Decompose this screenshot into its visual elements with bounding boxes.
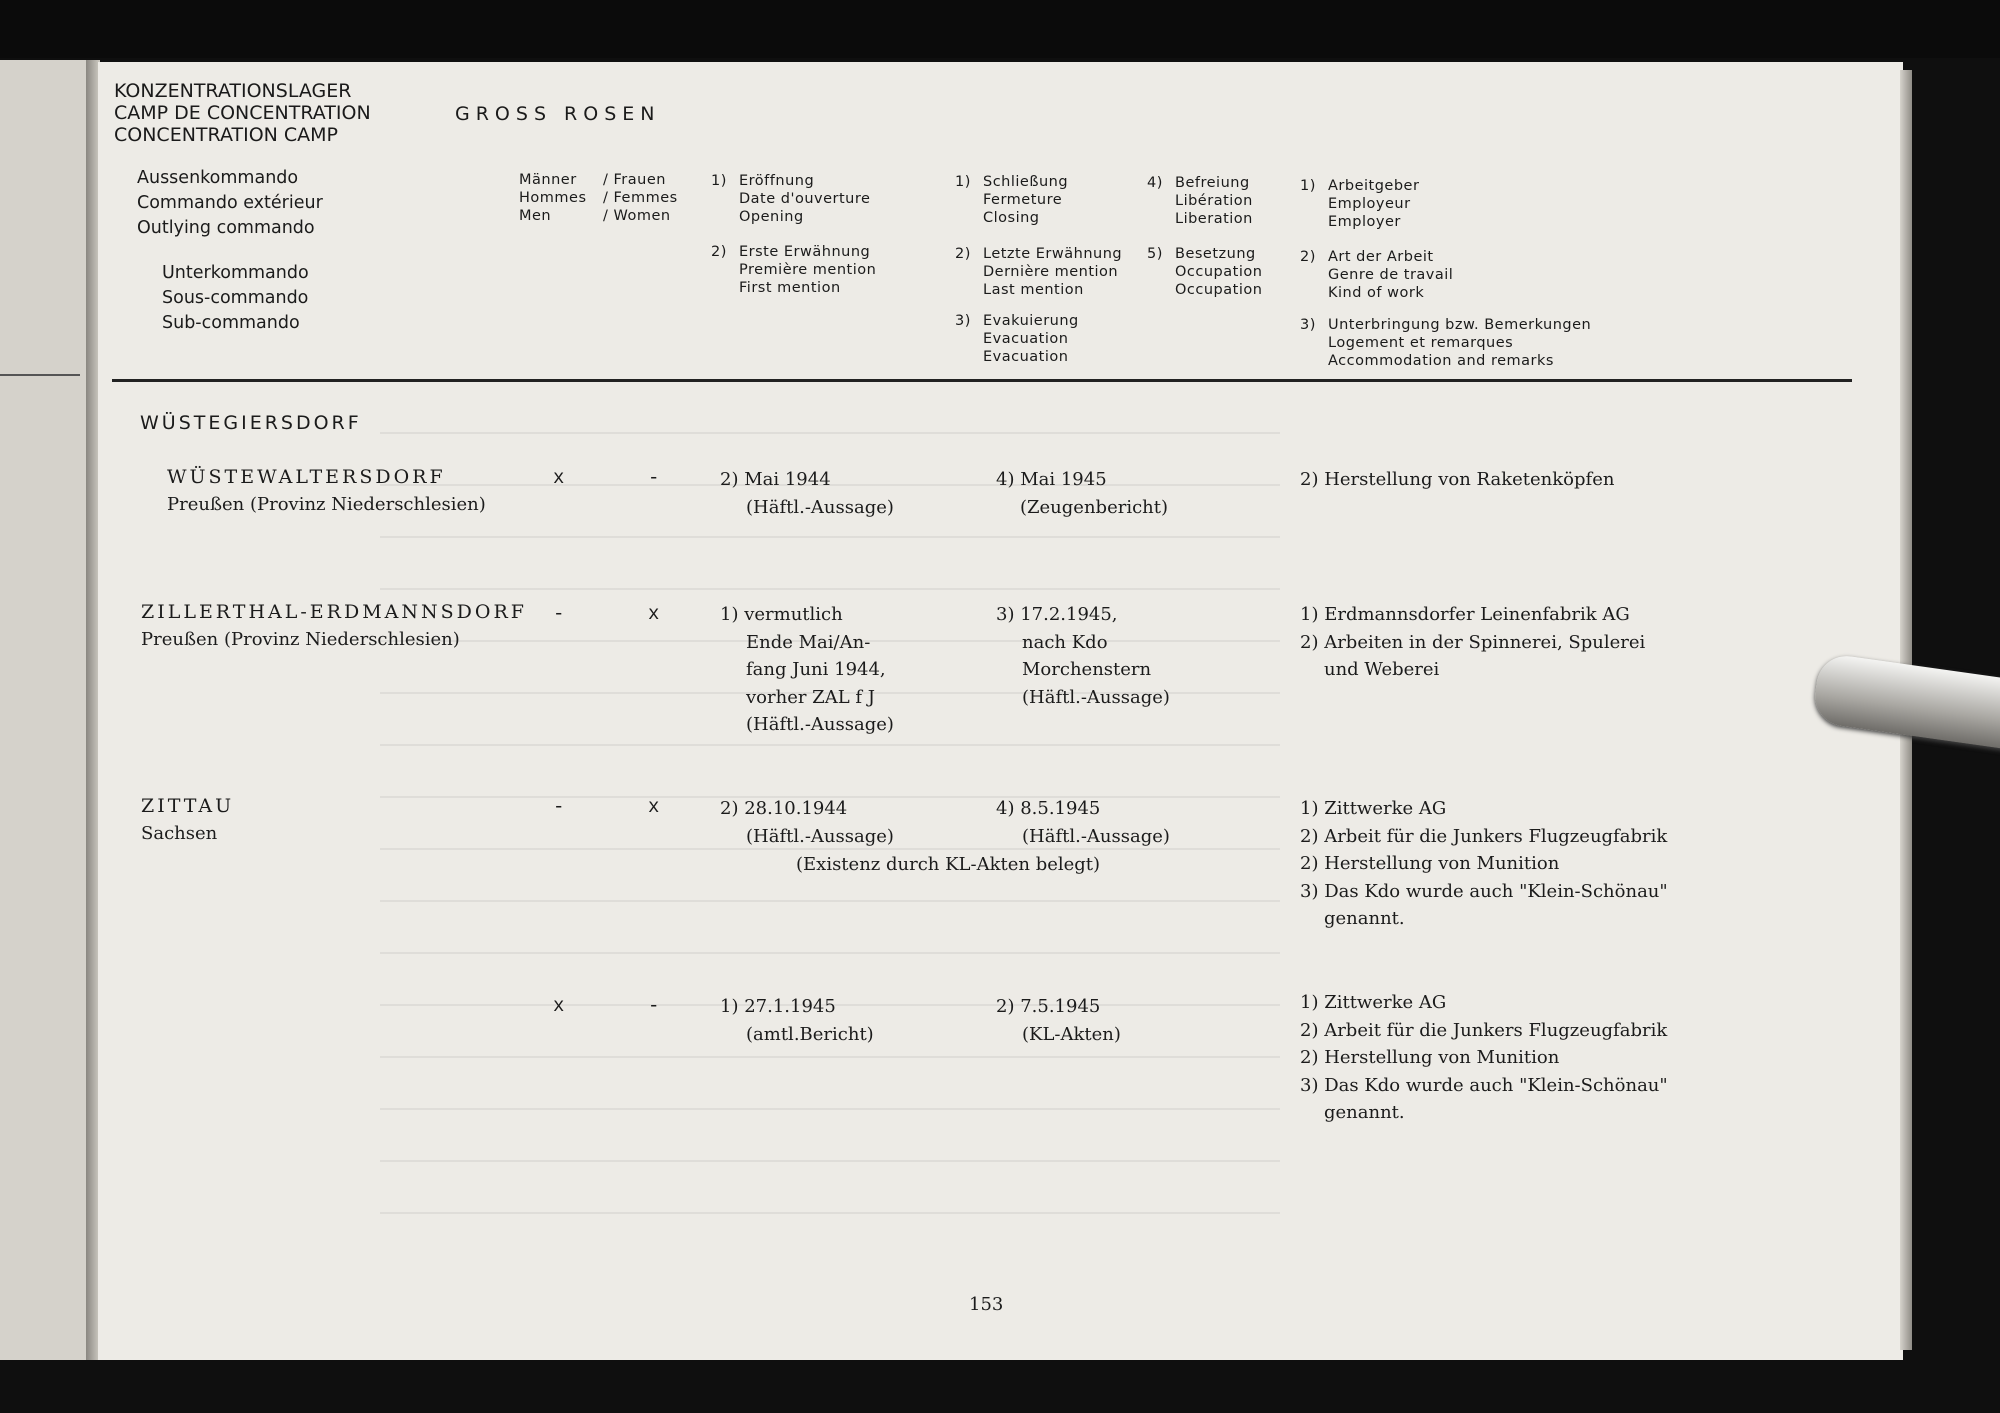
work-line: 3) Das Kdo wurde auch "Klein-Schönau": [1300, 1074, 1668, 1096]
closing-line: (Zeugenbericht): [1020, 496, 1169, 518]
women-de: / Frauen: [603, 172, 666, 188]
occupation-num: 5): [1147, 246, 1163, 262]
camp-label-de: KONZENTRATIONSLAGER: [114, 80, 352, 102]
opening-line: (Häftl.-Aussage): [746, 714, 894, 735]
sub-label-block: [162, 261, 309, 336]
employer-fr: Employeur: [1328, 196, 1411, 212]
liberation-header: [1147, 174, 1253, 228]
entry-zittau-region: Sachsen: [141, 823, 218, 844]
entry-wuestegiersdorf-name: WÜSTEGIERSDORF: [140, 412, 362, 434]
last-en: Last mention: [983, 282, 1084, 298]
entry-zittau2-closing: [996, 993, 1121, 1048]
first-en: First mention: [739, 280, 841, 296]
remarks-header: [1300, 316, 1591, 370]
entry-wuestewaltersdorf-region: Preußen (Provinz Niederschlesien): [167, 494, 486, 515]
closing-header: [955, 173, 1068, 227]
entry-zittau-work: [1300, 795, 1668, 933]
entry-zillerthal-closing: [996, 601, 1170, 711]
work-fr: Genre de travail: [1328, 267, 1454, 283]
men-de: Männer: [519, 172, 577, 188]
opening-fr: Date d'ouverture: [739, 191, 871, 207]
first-num: 2): [711, 244, 727, 260]
entry-wuestewaltersdorf-name: WÜSTEWALTERSDORF: [167, 466, 446, 488]
employer-num: 1): [1300, 178, 1316, 194]
closing-line: (KL-Akten): [1022, 1023, 1121, 1045]
closing-line: 2) 7.5.1945: [996, 996, 1101, 1017]
entry-zittau-existence-note: (Existenz durch KL-Akten belegt): [796, 854, 1101, 875]
work-num: 2): [1300, 249, 1316, 265]
work-line: 1) Erdmannsdorfer Leinenfabrik AG: [1300, 604, 1630, 625]
closing-num: 1): [955, 174, 971, 190]
entry-zillerthal-opening: [720, 601, 894, 739]
entry-zillerthal-women: x: [648, 603, 660, 625]
work-line: 2) Herstellung von Munition: [1300, 1047, 1560, 1068]
opening-line: (Häftl.-Aussage): [746, 496, 894, 518]
first-de: Erste Erwähnung: [739, 244, 871, 260]
women-fr: / Femmes: [603, 190, 678, 206]
dark-background-top: [0, 0, 2000, 58]
work-header: [1300, 248, 1453, 302]
opening-line: 1) vermutlich: [720, 604, 843, 625]
last-fr: Dernière mention: [983, 264, 1119, 280]
opening-line: (amtl.Bericht): [746, 1023, 874, 1045]
entry-wuestewaltersdorf-closing: [996, 466, 1168, 521]
occupation-fr: Occupation: [1175, 264, 1263, 280]
sub-label-en: Sub-commando: [162, 313, 300, 333]
work-line: 3) Das Kdo wurde auch "Klein-Schönau": [1300, 880, 1668, 902]
liberation-en: Liberation: [1175, 211, 1253, 227]
men-en: Men: [519, 208, 552, 224]
entry-zittau-men: -: [553, 796, 565, 818]
outlying-label-fr: Commando extérieur: [137, 193, 323, 213]
opening-line: 1) 27.1.1945: [720, 996, 836, 1017]
closing-line: Morchenstern: [1022, 659, 1152, 680]
work-de: Art der Arbeit: [1328, 249, 1434, 265]
work-line: 2) Herstellung von Raketenköpfen: [1300, 469, 1615, 490]
women-label-block: [603, 171, 678, 225]
outlying-label-de: Aussenkommando: [137, 168, 299, 188]
work-line: 2) Arbeiten in der Spinnerei, Spulerei: [1300, 631, 1646, 653]
opening-line: vorher ZAL f J: [746, 686, 875, 708]
entry-wuestewaltersdorf-men: x: [553, 467, 565, 489]
entry-zittau2-opening: [720, 993, 874, 1048]
evac-num: 3): [955, 313, 971, 329]
entry-wuestewaltersdorf-opening: [720, 466, 894, 521]
liberation-fr: Libération: [1175, 193, 1253, 209]
entry-zillerthal-men: -: [553, 603, 565, 625]
occupation-de: Besetzung: [1175, 246, 1256, 262]
men-label-block: [519, 171, 587, 225]
closing-fr: Fermeture: [983, 192, 1063, 208]
sub-label-fr: Sous-commando: [162, 288, 309, 308]
opening-header: [711, 172, 870, 226]
entry-zillerthal-work: [1300, 601, 1645, 684]
opening-line: fang Juni 1944,: [746, 659, 886, 680]
entry-wuestewaltersdorf-women: -: [648, 467, 660, 489]
closing-line: 4) Mai 1945: [996, 469, 1107, 490]
first-fr: Première mention: [739, 262, 877, 278]
left-page-edge: [0, 60, 92, 1360]
sub-label-de: Unterkommando: [162, 263, 309, 283]
evac-fr: Evacuation: [983, 331, 1069, 347]
occupation-header: [1147, 245, 1262, 299]
outlying-label-en: Outlying commando: [137, 218, 315, 238]
work-line: 2) Herstellung von Munition: [1300, 853, 1560, 874]
closing-line: (Häftl.-Aussage): [1022, 686, 1170, 708]
opening-line: 2) 28.10.1944: [720, 798, 848, 819]
work-line: 2) Arbeit für die Junkers Flugzeugfabrik: [1300, 825, 1668, 847]
women-en: / Women: [603, 208, 671, 224]
entry-zittau-women: x: [648, 796, 660, 818]
entry-zittau-name: ZITTAU: [141, 795, 235, 817]
evac-de: Evakuierung: [983, 313, 1079, 329]
entry-zittau-closing: [996, 795, 1170, 850]
entry-zittau2-men: x: [553, 995, 565, 1017]
entry-zittau2-work: [1300, 989, 1668, 1127]
camp-name: GROSS ROSEN: [455, 103, 661, 125]
work-line: 1) Zittwerke AG: [1300, 798, 1447, 819]
camp-label-block: [114, 80, 371, 146]
closing-line: 4) 8.5.1945: [996, 798, 1101, 819]
evacuation-header: [955, 312, 1079, 366]
work-line: 2) Arbeit für die Junkers Flugzeugfabrik: [1300, 1019, 1668, 1041]
opening-line: 2) Mai 1944: [720, 469, 831, 490]
remarks-fr: Logement et remarques: [1328, 335, 1514, 351]
closing-de: Schließung: [983, 174, 1069, 190]
left-page-rule: [0, 374, 80, 376]
opening-en: Opening: [739, 209, 804, 225]
header-divider: [112, 379, 1852, 382]
closing-line: 3) 17.2.1945,: [996, 604, 1118, 625]
entry-zillerthal-region: Preußen (Provinz Niederschlesien): [141, 629, 460, 650]
work-line: 1) Zittwerke AG: [1300, 992, 1447, 1013]
closing-en: Closing: [983, 210, 1040, 226]
entry-zillerthal-name: ZILLERTHAL-ERDMANNSDORF: [141, 601, 527, 623]
closing-line: (Häftl.-Aussage): [1022, 825, 1170, 847]
men-fr: Hommes: [519, 190, 587, 206]
liberation-de: Befreiung: [1175, 175, 1250, 191]
liberation-num: 4): [1147, 175, 1163, 191]
entry-zittau2-women: -: [648, 995, 660, 1017]
remarks-en: Accommodation and remarks: [1328, 353, 1554, 369]
opening-line: (Häftl.-Aussage): [746, 825, 894, 847]
remarks-num: 3): [1300, 317, 1316, 333]
camp-label-en: CONCENTRATION CAMP: [114, 124, 339, 146]
employer-en: Employer: [1328, 214, 1401, 230]
employer-header: [1300, 177, 1419, 231]
first-mention-header: [711, 243, 876, 297]
page-number: 153: [969, 1294, 1004, 1315]
employer-de: Arbeitgeber: [1328, 178, 1420, 194]
last-num: 2): [955, 246, 971, 262]
last-de: Letzte Erwähnung: [983, 246, 1123, 262]
outlying-label-block: [137, 166, 323, 241]
entry-zittau-opening: [720, 795, 894, 850]
work-line: genannt.: [1324, 908, 1405, 929]
opening-num: 1): [711, 173, 727, 189]
entry-wuestewaltersdorf-work: [1300, 466, 1614, 494]
opening-line: Ende Mai/An-: [746, 631, 871, 653]
closing-line: nach Kdo: [1022, 631, 1108, 653]
occupation-en: Occupation: [1175, 282, 1263, 298]
work-line: genannt.: [1324, 1102, 1405, 1123]
opening-de: Eröffnung: [739, 173, 815, 189]
last-mention-header: [955, 245, 1122, 299]
work-line: und Weberei: [1324, 659, 1440, 680]
evac-en: Evacuation: [983, 349, 1069, 365]
camp-label-fr: CAMP DE CONCENTRATION: [114, 102, 371, 124]
remarks-de: Unterbringung bzw. Bemerkungen: [1328, 317, 1592, 333]
work-en: Kind of work: [1328, 285, 1425, 301]
